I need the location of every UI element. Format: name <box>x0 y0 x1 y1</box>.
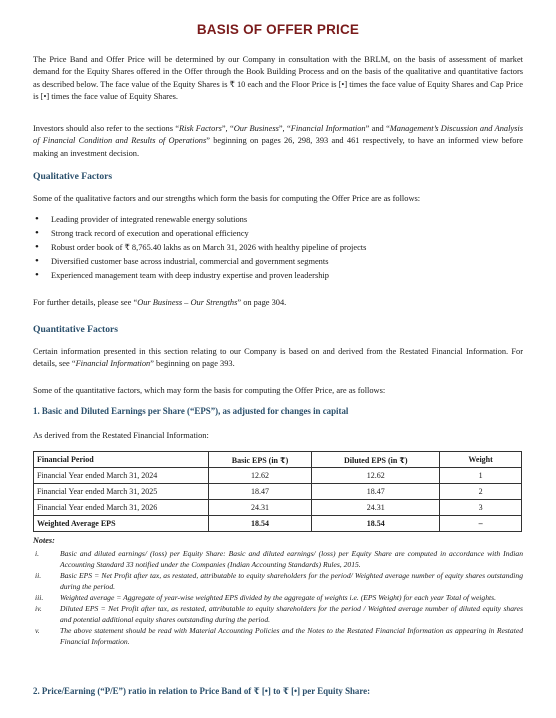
note-item <box>33 625 523 647</box>
table-cell: 18.47 <box>312 484 440 500</box>
table-cell: 3 <box>440 500 522 516</box>
quantitative-paragraph: Certain information presented in this section relating to our Company is based on and derived from the Restated Financial Information. For details, see “Financial Information” beginning on page 393. <box>33 347 523 369</box>
table-cell: 12.62 <box>312 468 440 484</box>
note-text: Diluted EPS = Net Profit after tax, as restated, attributable to equity shareholders for the period / Weighted average number of diluted equity shares and potential additional equity shares outstanding during the period. <box>60 604 523 624</box>
qualitative-bullet-list <box>33 213 523 283</box>
table-cell: Financial Year ended March 31, 2026 <box>34 500 209 516</box>
table-row <box>34 484 522 500</box>
table-cell: 12.62 <box>208 468 312 484</box>
note-item <box>33 570 523 592</box>
note-item <box>33 548 523 570</box>
note-number: iii. <box>35 593 44 602</box>
column-header: Weight <box>440 452 522 468</box>
qualitative-lead: Some of the qualitative factors and our strengths which form the basis for computing the Offer Price are as follows: <box>33 194 421 203</box>
table-cell: 18.54 <box>312 516 440 532</box>
table-cell: 18.54 <box>208 516 312 532</box>
table-cell: 24.31 <box>208 500 312 516</box>
note-text: Basic and diluted earnings/ (loss) per Equity Share: Basic and diluted earnings/ (loss) per Equity Share are computed in accordance with Indian Accounting Standard 33 notified under the Companies (Indian Accounting Standards) Rules, 2015. <box>60 549 523 569</box>
note-number: ii. <box>35 571 42 580</box>
note-text: Weighted average = Aggregate of year-wise weighted EPS divided by the aggregate of weights i.e. (EPS Weight) for each year Total of weights. <box>60 593 496 602</box>
column-header: Financial Period <box>34 452 209 468</box>
list-item: • Experienced management team with deep industry expertise and proven leadership <box>33 269 523 283</box>
further-details-text: For further details, please see “Our Business – Our Strengths” on page 304. <box>33 298 287 307</box>
table-cell: 1 <box>440 468 522 484</box>
note-number: v. <box>35 626 40 635</box>
note-item <box>33 592 523 603</box>
note-text: Basic EPS = Net Profit after tax, as restated, attributable to equity shareholders for the period/ Weighted average number of equity shares outstanding during the period. <box>60 571 523 591</box>
column-header: Diluted EPS (in ₹) <box>312 452 440 468</box>
notes-heading: Notes: <box>33 536 55 545</box>
note-item <box>33 603 523 625</box>
pe-subheading: 2. Price/Earning (“P/E”) ratio in relation to Price Band of ₹ [•] to ₹ [•] per Equity Share: <box>33 686 371 696</box>
eps-table <box>33 451 522 532</box>
list-item: • Strong track record of execution and operational efficiency <box>33 227 523 241</box>
investors-paragraph: Investors should also refer to the sections “Risk Factors”, “Our Business”, “Financial Information” and “Management’s Discussion and Analysis of Financial Condition and Results of Operations” beginning on pages 26, 298, 393 and 461 respectively, to have an informed view before making an investment decision. <box>33 124 524 158</box>
table-cell: 18.47 <box>208 484 312 500</box>
note-text: The above statement should be read with Material Accounting Policies and the Notes to the Restated Financial Information as appearing in Restated Financial Information. <box>60 626 523 646</box>
table-cell: 24.31 <box>312 500 440 516</box>
intro-paragraph: The Price Band and Offer Price will be determined by our Company in consultation with the BRLM, on the basis of assessment of market demand for the Equity Shares offered in the Offer through the Book Building Process and on the basis of the qualitative and quantitative factors as described below. The face value of the Equity Shares is ₹ 10 each and the Floor Price is [•] times the face value of Equity Shares and Cap Price is [•] times the face value of Equity Shares. <box>33 55 523 102</box>
derived-note: As derived from the Restated Financial Information: <box>33 431 209 440</box>
note-number: i. <box>35 549 40 558</box>
eps-subheading: 1. Basic and Diluted Earnings per Share (“EPS”), as adjusted for changes in capital <box>33 406 349 416</box>
table-row <box>34 468 522 484</box>
list-item: • Diversified customer base across industrial, commercial and government segments <box>33 255 523 269</box>
table-header-row <box>34 452 522 468</box>
page-title: BASIS OF OFFER PRICE <box>196 22 360 37</box>
quantitative-heading: Quantitative Factors <box>33 324 118 335</box>
table-total-row <box>34 516 522 532</box>
table-cell: – <box>440 516 522 532</box>
note-number: iv. <box>35 604 42 613</box>
table-cell: Weighted Average EPS <box>34 516 209 532</box>
notes-list <box>33 548 523 647</box>
qualitative-heading: Qualitative Factors <box>33 171 113 182</box>
table-cell: Financial Year ended March 31, 2024 <box>34 468 209 484</box>
table-cell: 2 <box>440 484 522 500</box>
table-cell: Financial Year ended March 31, 2025 <box>34 484 209 500</box>
list-item: • Robust order book of ₹ 8,765.40 lakhs as on March 31, 2026 with healthy pipeline of projects <box>33 241 523 255</box>
table-row <box>34 500 522 516</box>
list-item: • Leading provider of integrated renewable energy solutions <box>33 213 523 227</box>
column-header: Basic EPS (in ₹) <box>208 452 312 468</box>
quantitative-lead: Some of the quantitative factors, which may form the basis for computing the Offer Price, are as follows: <box>33 386 386 395</box>
